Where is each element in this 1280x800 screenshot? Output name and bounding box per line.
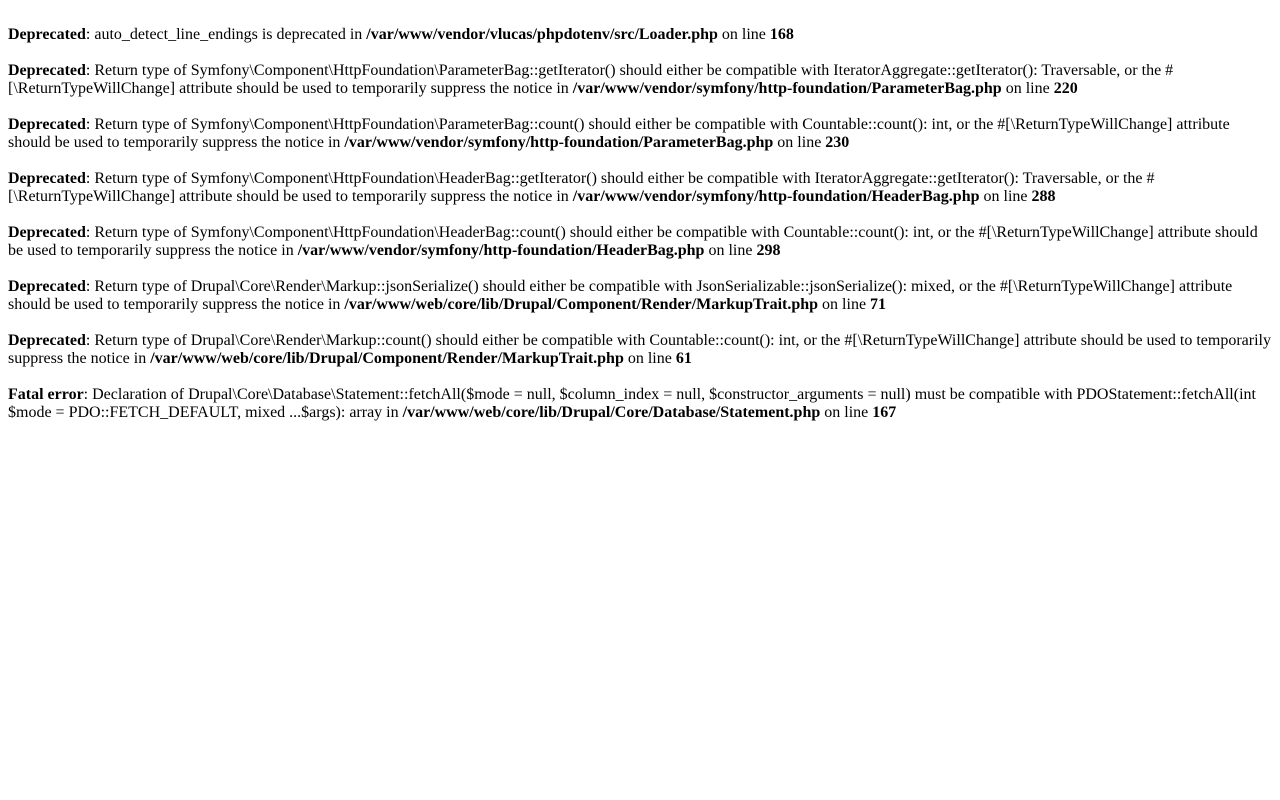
error-text: : Declaration of Drupal\Core\Database\Statement::fetchAll($mode = null, $column_index = null, $constructor_arguments = null) must be compatible with PDOStatement::fetchAll(int $mode = PDO::FETCH_DEFAULT, mixed ...$args): array in xyxy=(8,386,1256,421)
error-text: : Return type of Symfony\Component\HttpFoundation\ParameterBag::getIterator() should either be compatible with IteratorAggregate::getIterator(): Traversable, or the #[\ReturnTypeWillChange] attribute should be used to temporarily suppress the notice in xyxy=(8,62,1174,97)
error-message xyxy=(8,116,1272,152)
error-line-number: 220 xyxy=(1053,80,1078,97)
error-message xyxy=(8,26,1272,44)
on-line-text: on line xyxy=(1001,80,1054,97)
error-line-number: 61 xyxy=(675,350,692,367)
error-file: /var/www/vendor/symfony/http-foundation/HeaderBag.php xyxy=(297,242,705,259)
error-level: Deprecated xyxy=(8,170,86,187)
error-text: : Return type of Drupal\Core\Render\Markup::count() should either be compatible with Countable::count(): int, or the #[\ReturnTypeWillChange] attribute should be used to temporarily suppress the notice in xyxy=(8,332,1271,367)
error-text: : Return type of Drupal\Core\Render\Markup::jsonSerialize() should either be compatible with JsonSerializable::jsonSerialize(): mixed, or the #[\ReturnTypeWillChange] attribute should be used to temporarily suppress the notice in xyxy=(8,278,1233,313)
error-text: : Return type of Symfony\Component\HttpFoundation\HeaderBag::getIterator() should either be compatible with IteratorAggregate::getIterator(): Traversable, or the #[\ReturnTypeWillChange] attribute should be used to temporarily suppress the notice in xyxy=(8,170,1155,205)
error-text: : Return type of Symfony\Component\HttpFoundation\ParameterBag::count() should either be compatible with Countable::count(): int, or the #[\ReturnTypeWillChange] attribute should be used to temporarily suppress the notice in xyxy=(8,116,1230,151)
error-file: /var/www/web/core/lib/Drupal/Component/Render/MarkupTrait.php xyxy=(150,350,624,367)
error-level: Deprecated xyxy=(8,26,86,43)
error-level: Deprecated xyxy=(8,332,86,349)
error-line-number: 298 xyxy=(756,242,781,259)
error-level: Deprecated xyxy=(8,278,86,295)
error-line-number: 288 xyxy=(1031,188,1056,205)
error-message xyxy=(8,170,1272,206)
on-line-text: on line xyxy=(818,296,871,313)
error-file: /var/www/web/core/lib/Drupal/Core/Database/Statement.php xyxy=(402,404,821,421)
error-file: /var/www/vendor/symfony/http-foundation/ParameterBag.php xyxy=(344,134,774,151)
error-message xyxy=(8,278,1272,314)
error-file: /var/www/vendor/symfony/http-foundation/HeaderBag.php xyxy=(572,188,980,205)
error-level: Deprecated xyxy=(8,62,86,79)
error-message xyxy=(8,224,1272,260)
error-line-number: 71 xyxy=(870,296,887,313)
on-line-text: on line xyxy=(704,242,757,259)
error-level: Deprecated xyxy=(8,116,86,133)
fatal-error-message xyxy=(8,386,1272,422)
error-message xyxy=(8,332,1272,368)
error-text: : Return type of Symfony\Component\HttpFoundation\HeaderBag::count() should either be compatible with Countable::count(): int, or the #[\ReturnTypeWillChange] attribute should be used to temporarily suppress the notice in xyxy=(8,224,1258,259)
error-file: /var/www/vendor/vlucas/phpdotenv/src/Loader.php xyxy=(366,26,718,43)
on-line-text: on line xyxy=(979,188,1032,205)
on-line-text: on line xyxy=(820,404,873,421)
error-level: Deprecated xyxy=(8,224,86,241)
on-line-text: on line xyxy=(773,134,826,151)
error-text: : auto_detect_line_endings is deprecated in xyxy=(85,26,367,43)
error-level: Fatal error xyxy=(8,386,84,403)
on-line-text: on line xyxy=(717,26,770,43)
error-line-number: 167 xyxy=(872,404,897,421)
top-line-break xyxy=(8,8,1272,26)
error-file: /var/www/vendor/symfony/http-foundation/ParameterBag.php xyxy=(572,80,1002,97)
error-line-number: 230 xyxy=(825,134,850,151)
error-message xyxy=(8,62,1272,98)
on-line-text: on line xyxy=(623,350,676,367)
error-file: /var/www/web/core/lib/Drupal/Component/Render/MarkupTrait.php xyxy=(344,296,819,313)
error-line-number: 168 xyxy=(769,26,794,43)
